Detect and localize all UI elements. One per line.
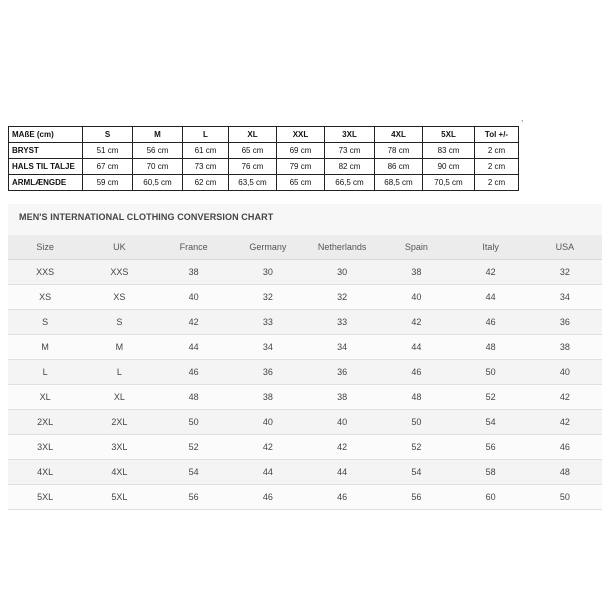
conversion-cell: 42 bbox=[305, 435, 379, 460]
conversion-cell: 50 bbox=[157, 410, 231, 435]
conversion-cell: 42 bbox=[528, 385, 602, 410]
conversion-cell: 44 bbox=[231, 460, 305, 485]
conversion-row bbox=[8, 285, 602, 310]
conversion-row bbox=[8, 260, 602, 285]
conversion-cell: 42 bbox=[379, 310, 453, 335]
measurement-cell: 78 cm bbox=[375, 143, 423, 159]
conversion-row bbox=[8, 310, 602, 335]
conversion-cell: 44 bbox=[454, 285, 528, 310]
measurement-cell: 73 cm bbox=[325, 143, 375, 159]
conversion-cell: 32 bbox=[305, 285, 379, 310]
conversion-cell: 32 bbox=[528, 260, 602, 285]
conversion-header-cell: Netherlands bbox=[305, 235, 379, 260]
conversion-cell: 48 bbox=[528, 460, 602, 485]
measurement-cell: 68,5 cm bbox=[375, 175, 423, 191]
conversion-cell: 34 bbox=[231, 335, 305, 360]
measurement-row-label: ARMLÆNGDE bbox=[9, 175, 83, 191]
conversion-cell: 30 bbox=[305, 260, 379, 285]
stray-mark: , bbox=[521, 114, 524, 123]
measurement-cell: 86 cm bbox=[375, 159, 423, 175]
conversion-cell: XS bbox=[82, 285, 156, 310]
conversion-header-cell: Italy bbox=[454, 235, 528, 260]
measurement-row bbox=[9, 143, 519, 159]
conversion-cell: 40 bbox=[379, 285, 453, 310]
conversion-row bbox=[8, 435, 602, 460]
conversion-cell: 36 bbox=[528, 310, 602, 335]
measurement-cell: 73 cm bbox=[183, 159, 229, 175]
conversion-cell: 38 bbox=[379, 260, 453, 285]
measurement-header-cell: S bbox=[83, 127, 133, 143]
conversion-cell: 5XL bbox=[8, 485, 82, 510]
conversion-header-cell: Germany bbox=[231, 235, 305, 260]
measurement-header-cell: XL bbox=[229, 127, 277, 143]
conversion-cell: XL bbox=[8, 385, 82, 410]
conversion-row bbox=[8, 485, 602, 510]
conversion-cell: 3XL bbox=[82, 435, 156, 460]
conversion-cell: 46 bbox=[305, 485, 379, 510]
measurement-cell: 82 cm bbox=[325, 159, 375, 175]
conversion-cell: 34 bbox=[528, 285, 602, 310]
conversion-cell: 4XL bbox=[82, 460, 156, 485]
conversion-cell: 48 bbox=[157, 385, 231, 410]
measurement-table bbox=[8, 126, 519, 191]
conversion-cell: 4XL bbox=[8, 460, 82, 485]
conversion-cell: 54 bbox=[379, 460, 453, 485]
conversion-chart-title: MEN'S INTERNATIONAL CLOTHING CONVERSION CHART bbox=[19, 212, 274, 222]
measurement-row bbox=[9, 175, 519, 191]
measurement-cell: 60,5 cm bbox=[133, 175, 183, 191]
conversion-cell: 54 bbox=[454, 410, 528, 435]
conversion-row bbox=[8, 360, 602, 385]
measurement-cell: 51 cm bbox=[83, 143, 133, 159]
conversion-cell: 42 bbox=[231, 435, 305, 460]
conversion-cell: 56 bbox=[454, 435, 528, 460]
conversion-header-cell: USA bbox=[528, 235, 602, 260]
measurement-cell: 76 cm bbox=[229, 159, 277, 175]
conversion-cell: 33 bbox=[231, 310, 305, 335]
conversion-cell: 5XL bbox=[82, 485, 156, 510]
measurement-cell: 63,5 cm bbox=[229, 175, 277, 191]
measurement-header-cell: XXL bbox=[277, 127, 325, 143]
conversion-row bbox=[8, 460, 602, 485]
conversion-cell: 48 bbox=[454, 335, 528, 360]
conversion-cell: 46 bbox=[379, 360, 453, 385]
measurement-cell: 70,5 cm bbox=[423, 175, 475, 191]
conversion-cell: 60 bbox=[454, 485, 528, 510]
conversion-cell: 30 bbox=[231, 260, 305, 285]
conversion-cell: 38 bbox=[157, 260, 231, 285]
conversion-row bbox=[8, 335, 602, 360]
conversion-cell: 33 bbox=[305, 310, 379, 335]
conversion-cell: 42 bbox=[528, 410, 602, 435]
measurement-row bbox=[9, 159, 519, 175]
measurement-header-row bbox=[9, 127, 519, 143]
conversion-header-row bbox=[8, 235, 602, 260]
conversion-cell: XL bbox=[82, 385, 156, 410]
conversion-cell: 46 bbox=[157, 360, 231, 385]
measurement-cell: 59 cm bbox=[83, 175, 133, 191]
conversion-cell: M bbox=[82, 335, 156, 360]
conversion-cell: M bbox=[8, 335, 82, 360]
measurement-cell: 2 cm bbox=[475, 143, 519, 159]
conversion-cell: 52 bbox=[157, 435, 231, 460]
conversion-cell: 34 bbox=[305, 335, 379, 360]
conversion-header-cell: Size bbox=[8, 235, 82, 260]
conversion-cell: 50 bbox=[528, 485, 602, 510]
measurement-row-label: HALS TIL TALJE bbox=[9, 159, 83, 175]
measurement-cell: 61 cm bbox=[183, 143, 229, 159]
conversion-cell: 36 bbox=[231, 360, 305, 385]
conversion-cell: 38 bbox=[231, 385, 305, 410]
conversion-cell: 40 bbox=[157, 285, 231, 310]
conversion-cell: 40 bbox=[231, 410, 305, 435]
conversion-cell: L bbox=[82, 360, 156, 385]
conversion-cell: 52 bbox=[454, 385, 528, 410]
measurement-cell: 69 cm bbox=[277, 143, 325, 159]
conversion-cell: 58 bbox=[454, 460, 528, 485]
measurement-cell: 67 cm bbox=[83, 159, 133, 175]
conversion-header-cell: France bbox=[157, 235, 231, 260]
conversion-header-cell: UK bbox=[82, 235, 156, 260]
measurement-header-cell: 5XL bbox=[423, 127, 475, 143]
conversion-cell: L bbox=[8, 360, 82, 385]
conversion-cell: 38 bbox=[305, 385, 379, 410]
conversion-table bbox=[8, 235, 602, 510]
measurement-cell: 66,5 cm bbox=[325, 175, 375, 191]
conversion-cell: 40 bbox=[528, 360, 602, 385]
measurement-header-cell: 4XL bbox=[375, 127, 423, 143]
conversion-chart bbox=[8, 204, 602, 502]
conversion-cell: 46 bbox=[231, 485, 305, 510]
measurement-header-cell: 3XL bbox=[325, 127, 375, 143]
measurement-header-cell: M bbox=[133, 127, 183, 143]
measurement-cell: 65 cm bbox=[277, 175, 325, 191]
conversion-cell: 2XL bbox=[82, 410, 156, 435]
measurement-cell: 62 cm bbox=[183, 175, 229, 191]
conversion-cell: XXS bbox=[82, 260, 156, 285]
conversion-cell: 52 bbox=[379, 435, 453, 460]
conversion-cell: 40 bbox=[305, 410, 379, 435]
conversion-row bbox=[8, 410, 602, 435]
measurement-header-cell: L bbox=[183, 127, 229, 143]
conversion-cell: 48 bbox=[379, 385, 453, 410]
conversion-cell: 44 bbox=[157, 335, 231, 360]
conversion-cell: 44 bbox=[305, 460, 379, 485]
measurement-cell: 2 cm bbox=[475, 159, 519, 175]
measurement-cell: 65 cm bbox=[229, 143, 277, 159]
measurement-row-label: BRYST bbox=[9, 143, 83, 159]
conversion-row bbox=[8, 385, 602, 410]
conversion-cell: 44 bbox=[379, 335, 453, 360]
conversion-cell: 3XL bbox=[8, 435, 82, 460]
conversion-cell: 38 bbox=[528, 335, 602, 360]
conversion-cell: S bbox=[8, 310, 82, 335]
conversion-header-cell: Spain bbox=[379, 235, 453, 260]
conversion-cell: XS bbox=[8, 285, 82, 310]
measurement-cell: 56 cm bbox=[133, 143, 183, 159]
measurement-cell: 79 cm bbox=[277, 159, 325, 175]
conversion-cell: 56 bbox=[157, 485, 231, 510]
measurement-header-cell: MAßE (cm) bbox=[9, 127, 83, 143]
conversion-cell: 42 bbox=[454, 260, 528, 285]
conversion-cell: 36 bbox=[305, 360, 379, 385]
measurement-cell: 2 cm bbox=[475, 175, 519, 191]
conversion-cell: 54 bbox=[157, 460, 231, 485]
conversion-cell: 42 bbox=[157, 310, 231, 335]
conversion-cell: 2XL bbox=[8, 410, 82, 435]
measurement-cell: 83 cm bbox=[423, 143, 475, 159]
measurement-header-cell: Tol +/- bbox=[475, 127, 519, 143]
conversion-cell: 50 bbox=[454, 360, 528, 385]
conversion-cell: S bbox=[82, 310, 156, 335]
conversion-cell: 46 bbox=[528, 435, 602, 460]
conversion-cell: 56 bbox=[379, 485, 453, 510]
conversion-cell: 50 bbox=[379, 410, 453, 435]
conversion-cell: 46 bbox=[454, 310, 528, 335]
conversion-cell: 32 bbox=[231, 285, 305, 310]
measurement-cell: 90 cm bbox=[423, 159, 475, 175]
conversion-cell: XXS bbox=[8, 260, 82, 285]
measurement-cell: 70 cm bbox=[133, 159, 183, 175]
